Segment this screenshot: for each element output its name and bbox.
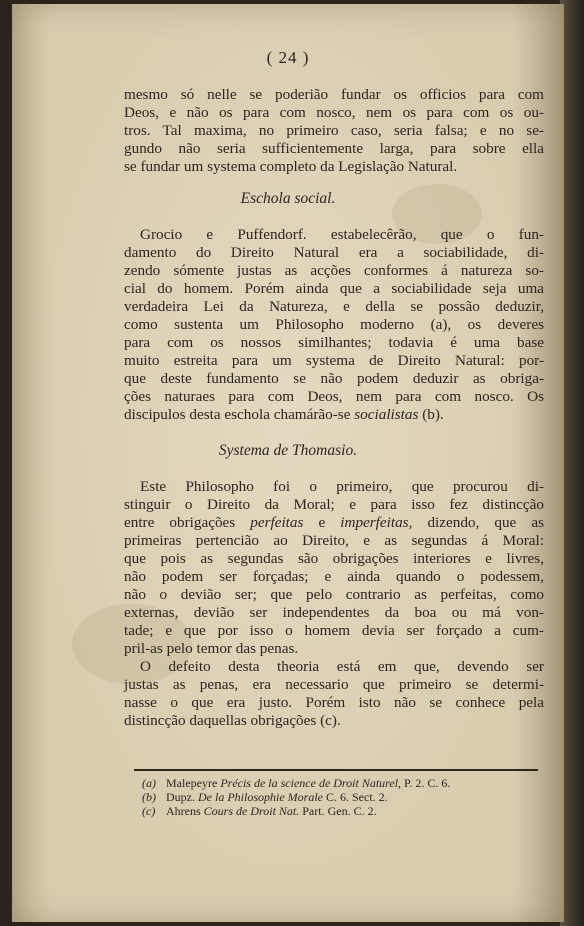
footnote-mark: (c) bbox=[142, 804, 156, 818]
footnote-author: Malepeyre bbox=[166, 776, 218, 790]
text-line: ções naturaes para com Deos, nem para com nosco. Os bbox=[124, 388, 544, 405]
text-line: externas, devião ser independentes da boa ou má von- bbox=[124, 604, 544, 621]
book-page bbox=[12, 4, 564, 922]
text-line: justas as penas, era necessario que primeiro se determi- bbox=[124, 676, 544, 693]
italic-term: perfeitas bbox=[250, 514, 304, 531]
section-heading-eschola-social: Eschola social. bbox=[240, 190, 336, 207]
footnote-a bbox=[142, 776, 542, 790]
text-line: não podem ser forçadas; e ainda quando o podessem, bbox=[124, 568, 544, 585]
text-line: gundo não seria sufficientemente larga, para sobre ella bbox=[124, 140, 544, 157]
page-number: ( 24 ) bbox=[266, 48, 310, 67]
text-line: Este Philosopho foi o primeiro, que procurou di- bbox=[140, 478, 544, 495]
footnote-author: Dupz. bbox=[166, 790, 195, 804]
italic-term: imperfeitas bbox=[340, 514, 409, 531]
text-line: verdadeira Lei da Natureza, e della se possão deduzir, bbox=[124, 298, 544, 315]
footnote-location: C. 6. Sect. 2. bbox=[322, 790, 388, 804]
text-line: tros. Tal maxima, no primeiro caso, seria falsa; e no se- bbox=[124, 122, 544, 139]
text-line: zendo sómente justas as acções conformes á natureza so- bbox=[124, 262, 544, 279]
text-line: não o devião ser; que pelo contrario as perfeitas, como bbox=[124, 586, 544, 603]
text-span: entre obrigações bbox=[124, 514, 251, 531]
text-span: , dizendo, que as bbox=[408, 514, 544, 531]
text-line: nasse o que era justo. Porém isto não se conhece pela bbox=[124, 694, 544, 711]
text-line bbox=[124, 514, 544, 532]
text-line: que pois as segundas são obrigações interiores e livres, bbox=[124, 550, 544, 567]
text-line: distincção daquellas obrigações (c). bbox=[124, 712, 341, 729]
text-line: para com os nossos similhantes; todavia é uma base bbox=[124, 334, 544, 351]
text-line: como sustenta um Philosopho moderno (a), os deveres bbox=[124, 316, 544, 333]
footnote-divider bbox=[134, 769, 538, 771]
text-line bbox=[124, 406, 544, 424]
text-line: stinguir o Direito da Moral; e para isso fez distincção bbox=[124, 496, 544, 513]
text-line: mesmo só nelle se poderião fundar os officios para com bbox=[124, 86, 544, 103]
italic-term: socialistas bbox=[354, 406, 419, 423]
text-line: primeiras pertencião ao Direito, e as segundas á Moral: bbox=[124, 532, 544, 549]
footnote-mark: (b) bbox=[142, 790, 156, 804]
footnote-mark: (a) bbox=[142, 776, 156, 790]
text-line: pril-as pelo temor das penas. bbox=[124, 640, 299, 657]
text-line: damento do Direito Natural era a sociabilidade, di- bbox=[124, 244, 544, 261]
footnote-work: De la Philosophie Morale bbox=[198, 790, 323, 804]
text-line: se fundar um systema completo da Legislação Natural. bbox=[124, 158, 458, 175]
text-line: muito estreita para um systema de Direito Natural: por- bbox=[124, 352, 544, 369]
text-line: que deste fundamento se não podem deduzir as obriga- bbox=[124, 370, 544, 387]
footnote-work: Précis de la science de Droit Naturel bbox=[220, 776, 399, 790]
section-heading-systema-thomasio: Systema de Thomasio. bbox=[218, 442, 358, 459]
footnote-b bbox=[142, 790, 542, 804]
text-line: cial do homem. Porém ainda que a sociabilidade seja uma bbox=[124, 280, 544, 297]
text-line: Deos, e não os para com nosco, nem os para com os ou- bbox=[124, 104, 544, 121]
text-span: discipulos desta eschola chamárão-se bbox=[124, 406, 355, 423]
text-span: e bbox=[303, 514, 341, 531]
footnote-location: , P. 2. C. 6. bbox=[398, 776, 451, 790]
text-line: O defeito desta theoria está em que, devendo ser bbox=[140, 658, 544, 675]
text-span: (b). bbox=[418, 406, 444, 423]
text-line: Grocio e Puffendorf. estabelecêrão, que o fun- bbox=[140, 226, 544, 243]
footnote-c bbox=[142, 804, 542, 818]
footnote-location: Part. Gen. C. 2. bbox=[299, 804, 377, 818]
text-line: tade; e que por isso o homem devia ser forçado a cum- bbox=[124, 622, 544, 639]
footnote-author: Ahrens bbox=[166, 804, 201, 818]
footnote-work: Cours de Droit Nat. bbox=[203, 804, 300, 818]
